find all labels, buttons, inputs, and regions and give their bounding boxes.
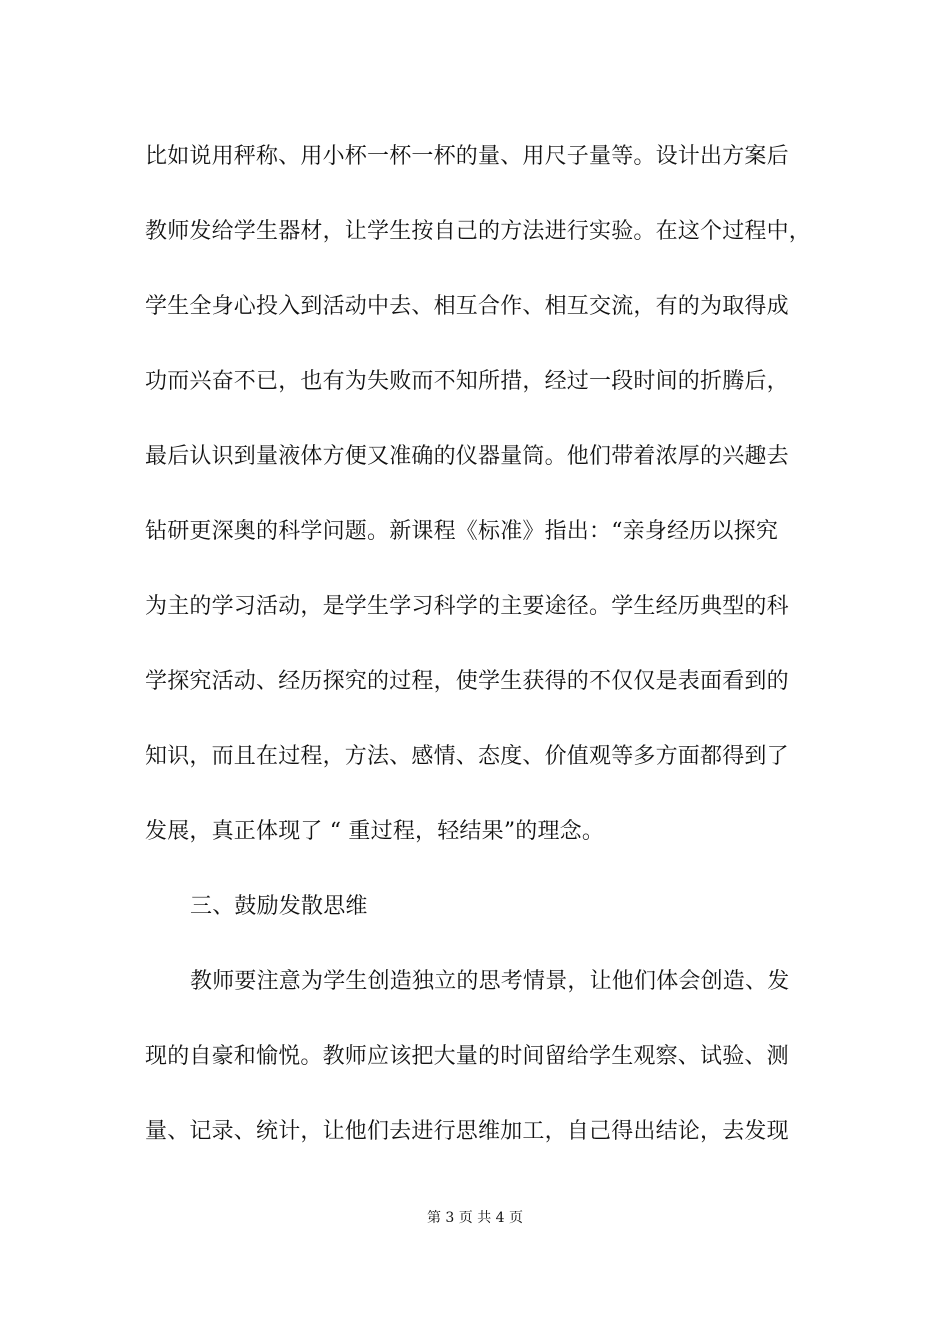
- body-line: 最后认识到量液体方便又准确的仪器量筒。他们带着浓厚的兴趣去: [145, 444, 789, 469]
- body-line: 学生全身心投入到活动中去、相互合作、相互交流，有的为取得成: [145, 294, 789, 319]
- body-line: 钻研更深奥的科学问题。新课程《标准》指出：“亲身经历以探究: [145, 519, 779, 544]
- body-line: 为主的学习活动，是学生学习科学的主要途径。学生经历典型的科: [145, 594, 789, 619]
- body-line: 知识，而且在过程，方法、感情、态度、价值观等多方面都得到了: [145, 744, 789, 769]
- body-line: 功而兴奋不已，也有为失败而不知所措，经过一段时间的折腾后，: [145, 369, 789, 394]
- body-line: 学探究活动、经历探究的过程，使学生获得的不仅仅是表面看到的: [145, 669, 789, 694]
- body-line: 教师发给学生器材，让学生按自己的方法进行实验。在这个过程中，: [145, 219, 812, 244]
- section-heading: 三、鼓励发散思维: [190, 894, 368, 919]
- body-line: 量、记录、统计，让他们去进行思维加工，自己得出结论，去发现: [145, 1119, 789, 1144]
- body-line: 现的自豪和愉悦。教师应该把大量的时间留给学生观察、试验、测: [145, 1044, 789, 1069]
- body-line: 发展，真正体现了 “ 重过程，轻结果”的理念。: [145, 819, 605, 844]
- body-line: 教师要注意为学生创造独立的思考情景，让他们体会创造、发: [190, 969, 790, 994]
- page-number-footer: 第 3 页 共 4 页: [426, 1210, 524, 1226]
- body-line: 比如说用秤称、用小杯一杯一杯的量、用尺子量等。设计出方案后: [145, 144, 789, 169]
